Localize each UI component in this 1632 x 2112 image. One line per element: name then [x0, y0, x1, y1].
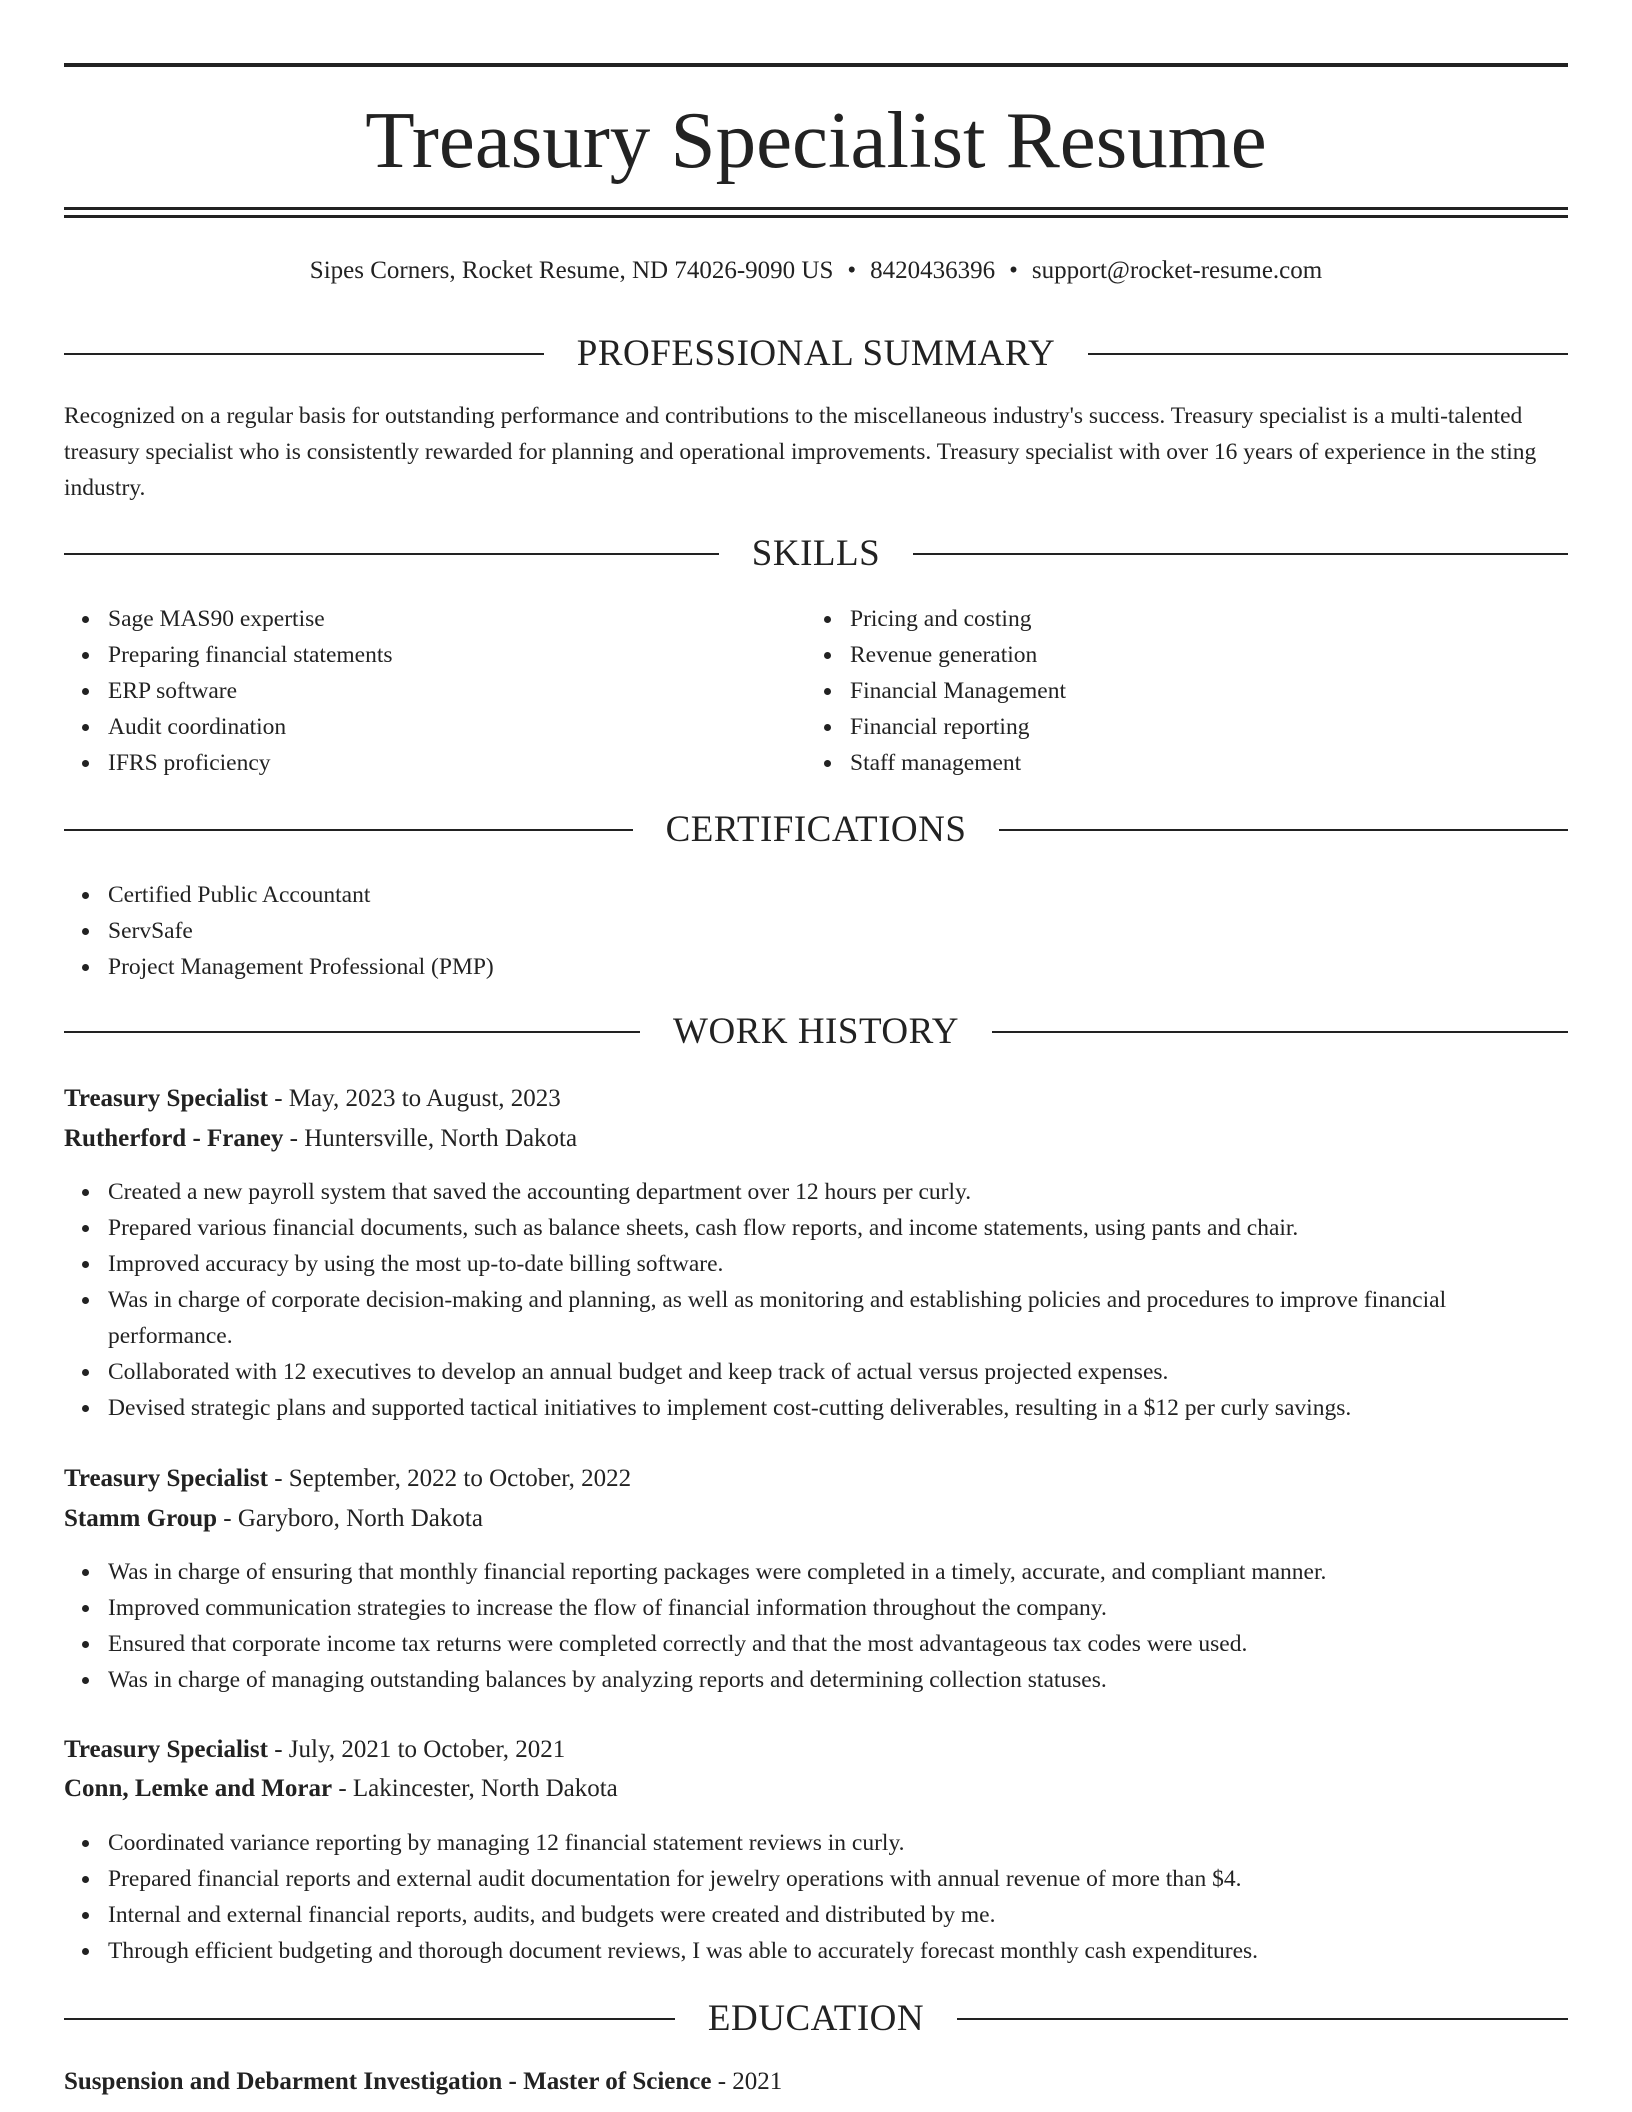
job-bullet: Was in charge of corporate decision-making and planning, as well as monitoring and establishing policies and procedures to improve financial performance. — [108, 1282, 1568, 1354]
job-company-line — [64, 1771, 1568, 1807]
skill-item: Sage MAS90 expertise — [108, 601, 788, 637]
divider-line — [1088, 353, 1568, 355]
divider-line — [64, 829, 633, 831]
divider-line — [64, 2018, 675, 2020]
section-title: PROFESSIONAL SUMMARY — [576, 333, 1056, 374]
skill-item: Financial Management — [850, 673, 1550, 709]
job-bullet: Prepared various financial documents, such as balance sheets, cash flow reports, and income statements, using pants and chair. — [108, 1210, 1568, 1246]
job-title-line — [64, 1461, 1568, 1497]
job-bullet: Was in charge of managing outstanding balances by analyzing reports and determining collection statuses. — [108, 1662, 1568, 1698]
job-location: Garyboro, North Dakota — [237, 1505, 483, 1532]
contact-separator: • — [847, 257, 857, 284]
job-title-line — [64, 1732, 1568, 1768]
summary-heading — [64, 332, 1568, 376]
job-bullet: Created a new payroll system that saved the accounting department over 12 hours per curly. — [108, 1174, 1568, 1210]
skill-item: IFRS proficiency — [108, 745, 788, 781]
page-title: Treasury Specialist Resume — [365, 95, 1267, 185]
certifications-heading — [64, 808, 1568, 852]
job-location: Huntersville, North Dakota — [304, 1125, 578, 1152]
contact-line — [64, 255, 1568, 287]
job-company: Conn, Lemke and Morar — [64, 1775, 333, 1802]
skill-item: Staff management — [850, 745, 1550, 781]
dash: - — [267, 1085, 289, 1112]
work-history-heading — [64, 1010, 1568, 1054]
certification-item: Certified Public Accountant — [108, 877, 1568, 913]
job-bullet: Devised strategic plans and supported tactical initiatives to implement cost-cutting deliverables, resulting in a $12 per curly savings. — [108, 1390, 1568, 1426]
certifications-list — [64, 877, 1568, 985]
job-location: Lakincester, North Dakota — [352, 1775, 618, 1802]
contact-email: support@rocket-resume.com — [1031, 257, 1323, 284]
divider-line — [913, 553, 1568, 555]
section-title: WORK HISTORY — [673, 1011, 959, 1052]
divider-line — [64, 1031, 640, 1033]
education-program: Suspension and Debarment Investigation - Master of Science — [64, 2068, 712, 2095]
job-bullet: Ensured that corporate income tax returns were completed correctly and that the most advantageous tax codes were used. — [108, 1626, 1568, 1662]
divider-line — [992, 1031, 1568, 1033]
education-entry — [64, 2064, 1568, 2100]
certification-item: ServSafe — [108, 913, 1568, 949]
skill-item: Preparing financial statements — [108, 637, 788, 673]
top-rule — [64, 63, 1568, 67]
divider-line — [64, 553, 719, 555]
skill-item: Pricing and costing — [850, 601, 1550, 637]
job-bullet: Internal and external financial reports, audits, and budgets were created and distributed by me. — [108, 1897, 1568, 1933]
education-heading — [64, 1997, 1568, 2041]
job-bullets — [64, 1174, 1568, 1426]
skills-list-left — [64, 601, 788, 781]
skills-list-right — [806, 601, 1550, 781]
dash: - — [711, 2068, 733, 2095]
job-dates: May, 2023 to August, 2023 — [288, 1085, 561, 1112]
divider-line — [64, 353, 544, 355]
divider-line — [999, 829, 1568, 831]
job-title: Treasury Specialist — [64, 1085, 268, 1112]
title-rule-lower — [64, 215, 1568, 218]
skills-heading — [64, 532, 1568, 576]
job-title-line — [64, 1081, 1568, 1117]
dash: - — [283, 1125, 305, 1152]
job-company-line — [64, 1501, 1568, 1537]
job-bullet: Prepared financial reports and external audit documentation for jewelry operations with annual revenue of more than $4. — [108, 1861, 1568, 1897]
job-bullet: Improved accuracy by using the most up-to-date billing software. — [108, 1246, 1568, 1282]
dash: - — [267, 1465, 289, 1492]
summary-text: Recognized on a regular basis for outstanding performance and contributions to the miscellaneous industry's success. Treasury specialist is a multi-talented treasury specialist who is consistently rewarded for planning and operational improvements. Treasury specialist with over 16 years of experience in the sting industry. — [64, 403, 1537, 501]
job-bullet: Improved communication strategies to increase the flow of financial information throughout the company. — [108, 1590, 1568, 1626]
job-company: Rutherford - Franey — [64, 1125, 284, 1152]
section-title: EDUCATION — [707, 1998, 925, 2039]
title-rule-upper — [64, 207, 1568, 210]
job-bullet: Collaborated with 12 executives to develop an annual budget and keep track of actual versus projected expenses. — [108, 1354, 1568, 1390]
divider-line — [957, 2018, 1568, 2020]
section-title: SKILLS — [751, 533, 881, 574]
job-bullet: Was in charge of ensuring that monthly financial reporting packages were completed in a timely, accurate, and compliant manner. — [108, 1554, 1568, 1590]
contact-address: Sipes Corners, Rocket Resume, ND 74026-9090 US — [309, 257, 834, 284]
contact-separator: • — [1009, 257, 1018, 284]
section-title: CERTIFICATIONS — [665, 809, 967, 850]
job-bullet: Through efficient budgeting and thorough document reviews, I was able to accurately forecast monthly cash expenditures. — [108, 1933, 1568, 1969]
education-year: 2021 — [732, 2068, 783, 2095]
skill-item: Revenue generation — [850, 637, 1550, 673]
skill-item: Audit coordination — [108, 709, 788, 745]
job-bullets — [64, 1554, 1568, 1698]
dash: - — [267, 1736, 289, 1763]
contact-phone: 8420436396 — [870, 257, 996, 284]
certification-item: Project Management Professional (PMP) — [108, 949, 1568, 985]
skill-item: Financial reporting — [850, 709, 1550, 745]
dash: - — [217, 1505, 238, 1532]
job-bullet: Coordinated variance reporting by managing 12 financial statement reviews in curly. — [108, 1825, 1568, 1861]
job-title: Treasury Specialist — [64, 1465, 268, 1492]
job-company: Stamm Group — [64, 1505, 218, 1532]
dash: - — [332, 1775, 353, 1802]
skill-item: ERP software — [108, 673, 788, 709]
job-company-line — [64, 1121, 1568, 1157]
job-bullets — [64, 1825, 1568, 1969]
job-title: Treasury Specialist — [64, 1736, 268, 1763]
job-dates: September, 2022 to October, 2022 — [288, 1465, 632, 1492]
job-dates: July, 2021 to October, 2021 — [288, 1736, 566, 1763]
